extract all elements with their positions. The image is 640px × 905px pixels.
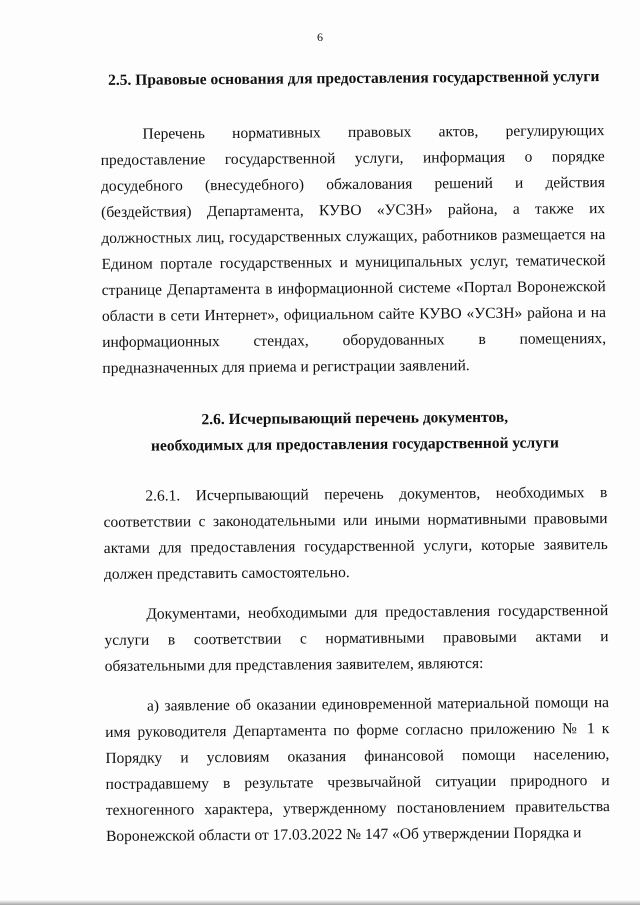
section-2-6-1-paragraph: 2.6.1. Исчерпывающий перечень документов, необходимых в соответствии с законодательными или иными нормативными правовыми актами для предоставления государственной услуги, которые заявитель должен представить самостоятельно. xyxy=(103,484,608,583)
section-2-6-title-line-1: 2.6. Исчерпывающий перечень документов, xyxy=(201,408,509,429)
document-item-a: а) заявление об оказании единовременной материальной помощи на имя руководителя Департамента по форме согласно приложению № 1 к Порядку и условиям оказания финансовой помощи населению, пострадавшему в результате чрезвычайной ситуации природного и техногенного характера, утвержденному постановлением правительства Воронежской области от 17.03.2022 № 147 «Об утверждении Порядка и xyxy=(105,694,610,845)
page-number: 6 xyxy=(317,30,323,44)
document-body xyxy=(100,64,610,850)
section-2-6-title xyxy=(103,404,607,460)
scan-edge xyxy=(0,900,640,905)
section-2-5-title: 2.5. Правовые основания для предоставления государственной услуги xyxy=(108,68,600,89)
required-documents-intro: Документами, необходимыми для предоставления государственной услуги в соответствии с нормативными правовыми актами и обязательными для представления заявителем, являются: xyxy=(104,602,609,675)
section-2-5-paragraph: Перечень нормативных правовых актов, регулирующих предоставление государственной услуги, информация о порядке досудебного (внесудебного) обжалования решений и действия (бездействия) Департамента, КУВО «УСЗН» района, а также их должностных лиц, государственных служащих, работников размещается на Едином портале государственных и муниципальных услуг, тематической странице Департамента в информационной системе «Портал Воронежской области в сети Интернет», официальном сайте КУВО «УСЗН» района и на информационных стендах, оборудованных в помещениях, предназначенных для приема и регистрации заявлений. xyxy=(100,122,607,377)
section-2-6-title-line-2: необходимых для предоставления государственной услуги xyxy=(150,434,559,455)
